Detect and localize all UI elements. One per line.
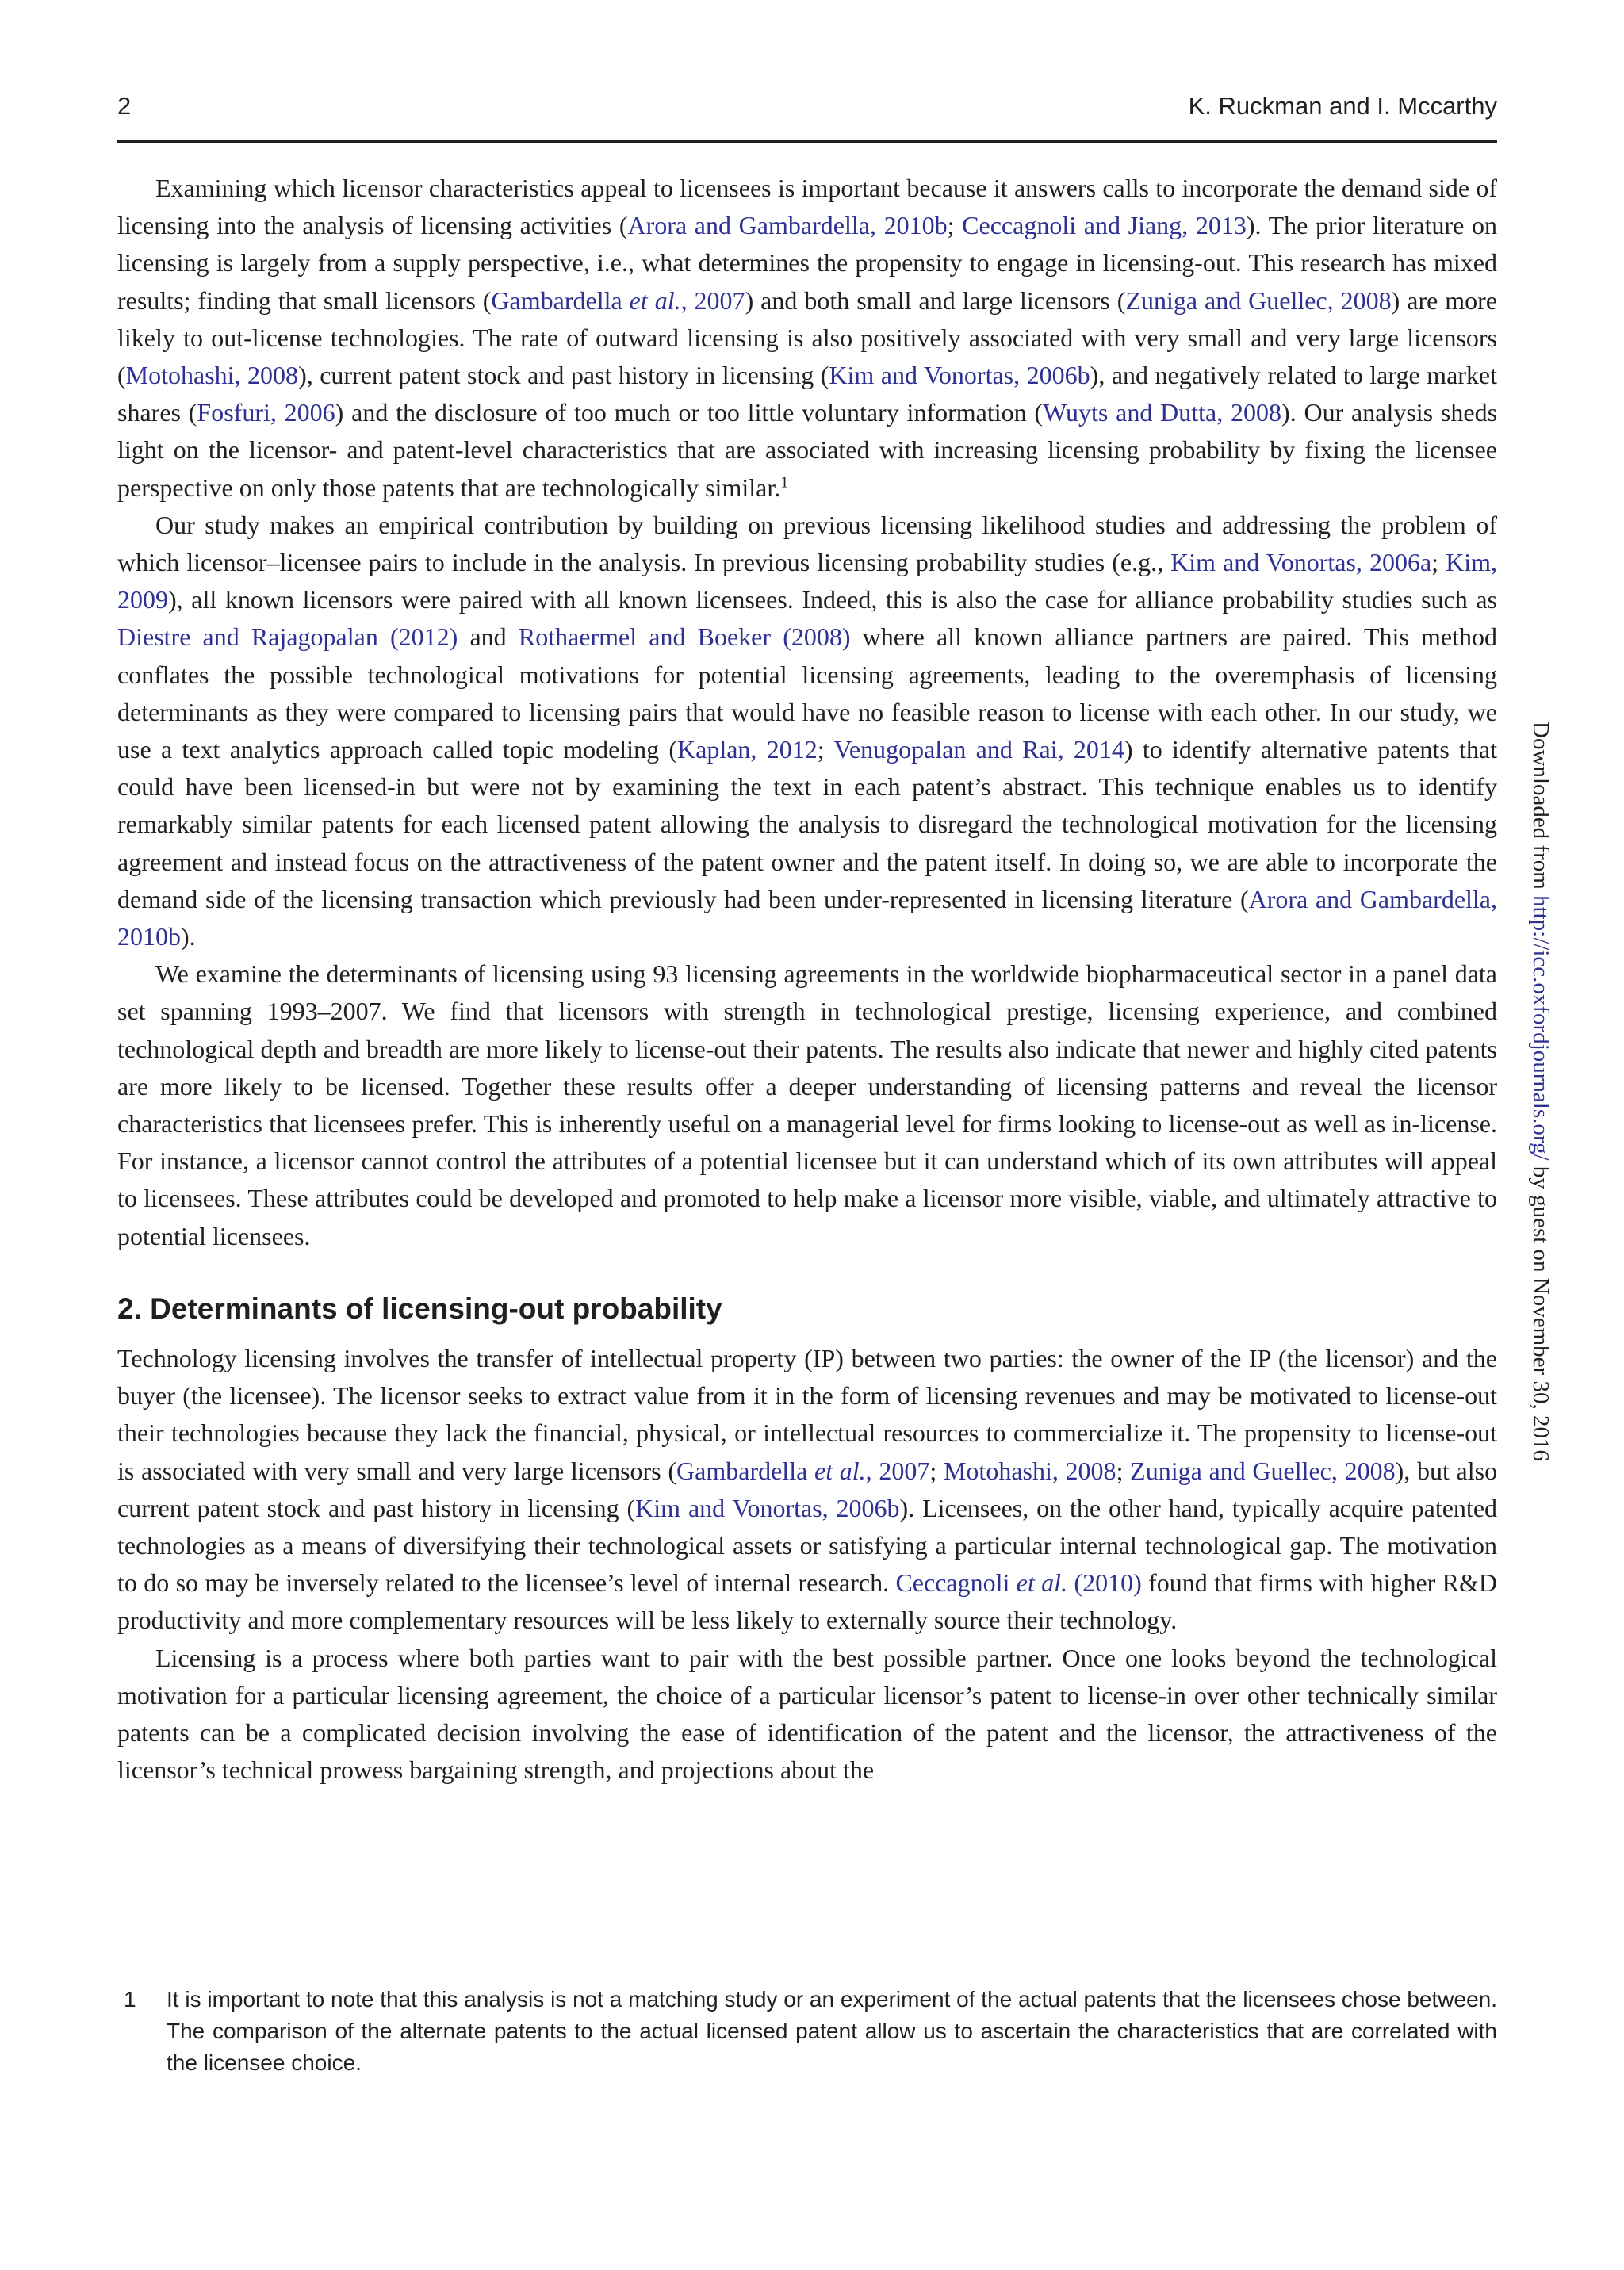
paragraph [117, 170, 1497, 507]
citation-link[interactable]: Zuniga and Guellec, 2008 [1130, 1456, 1396, 1485]
download-watermark [1522, 722, 1557, 1578]
paragraph-text: ; [947, 211, 963, 240]
paragraph-text: ; [817, 735, 834, 764]
citation-link[interactable]: Kim and Vonortas, 2006b [829, 361, 1090, 390]
citation-link[interactable]: Gambardella [491, 285, 630, 315]
citation-link[interactable]: (2010) [1067, 1568, 1142, 1598]
paragraph-text: ) are more likely to out-license technologies. The rate of outward licensing is also positively associated with very small and very large licensors ( [117, 285, 1498, 390]
paragraph-text: ; [929, 1456, 944, 1485]
paragraph-text: ), all known licensors were paired with all known licensees. Indeed, this is also the case for alliance probability studies such as [168, 585, 1497, 614]
section-heading: 2. Determinants of licensing-out probability [117, 1292, 722, 1325]
page-number: 2 [117, 92, 132, 120]
section-paragraphs [117, 1340, 1497, 1789]
footnote-ref[interactable]: 1 [780, 473, 789, 491]
paragraph-text: found that firms with higher R&D productivity and more complementary resources will be less likely to externally source their technology. [117, 1568, 1498, 1635]
intro-paragraphs [117, 170, 1497, 1255]
paragraph [117, 507, 1497, 955]
citation-link[interactable]: Arora and Gambardella, 2010b [627, 211, 948, 240]
citation-link[interactable]: Fosfuri, 2006 [197, 398, 335, 427]
watermark-prefix: Downloaded from [1528, 722, 1553, 896]
citation-link[interactable]: Arora and Gambardella, 2010b [117, 884, 1498, 951]
footnote-text: It is important to note that this analysis is not a matching study or an experiment of the actual patents that the licensees chose between. The comparison of the alternate patents to the actual licensed patent allow us to ascertain the characteristics that are correlated with the licensee choice. [167, 1987, 1497, 2075]
paragraph-text: ) and the disclosure of too much or too little voluntary information ( [335, 398, 1044, 427]
paragraph-text: We examine the determinants of licensing using 93 licensing agreements in the worldwide biopharmaceutical sector in a panel data set spanning 1993–2007. We find that licensors with strength in technological prestige, licensing experience, and combined technological depth and breadth are more likely to license-out their patents. The results also indicate that newer and highly cited patents are more likely to be licensed. Together these results offer a deeper understanding of licensing patterns and reveal the licensor characteristics that licensees prefer. This is inherently useful on a managerial level for firms looking to license-out as well as in-license. For instance, a licensor cannot control the attributes of a potential licensee but it can understand which of its own attributes will appeal to licensees. These attributes could be developed and promoted to help make a licensor more visible, viable, and ultimately attractive to potential licensees. [117, 959, 1497, 1250]
paragraph-text: Our study makes an empirical contribution by building on previous licensing likelihood studies and addressing the problem of which licensor–licensee pairs to include in the analysis. In previous licensing probability studies (e.g., [117, 510, 1497, 577]
citation-link[interactable]: Motohashi, 2008 [125, 361, 299, 390]
paragraph-text: ). Licensees, on the other hand, typically acquire patented technologies as a means of diversifying their technological assets or satisfying a particular internal technological gap. The motivation to do so may be inversely related to the licensee’s level of internal research. [117, 1493, 1498, 1598]
citation-link[interactable]: et al. [629, 285, 681, 315]
paragraph [117, 1640, 1497, 1790]
citation-link[interactable]: Gambardella [676, 1456, 814, 1485]
citation-link[interactable]: Venugopalan and Rai, 2014 [833, 735, 1124, 764]
watermark-suffix: by guest on November 30, 2016 [1528, 1160, 1553, 1461]
citation-link[interactable]: Ceccagnoli and Jiang, 2013 [962, 211, 1247, 240]
journal-link[interactable]: http://icc.oxfordjournals.org/ [1528, 895, 1553, 1161]
footnote [117, 1984, 1497, 2079]
paragraph-text: ), and negatively related to large market shares ( [117, 361, 1498, 427]
paragraph-text: ) and both small and large licensors ( [745, 285, 1126, 315]
citation-link[interactable]: et al. [1016, 1568, 1068, 1598]
paragraph-text: ; [1116, 1456, 1131, 1485]
paragraph-text: ). The prior literature on licensing is largely from a supply perspective, i.e., what determines the propensity to engage in licensing-out. This research has mixed results; finding that small licensors ( [117, 211, 1498, 315]
paragraph-text: ), but also current patent stock and past history in licensing ( [117, 1456, 1498, 1522]
citation-link[interactable]: , 2007 [865, 1456, 930, 1485]
citation-link[interactable]: Zuniga and Guellec, 2008 [1125, 285, 1392, 315]
paragraph-text: where all known alliance partners are paired. This method conflates the possible technological motivations for potential licensing agreements, leading to the overemphasis of licensing determinants as they were compared to licensing pairs that would have no feasible reason to license with each other. In our study, we use a text analytics approach called topic modeling ( [117, 622, 1498, 764]
citation-link[interactable]: Kim, 2009 [117, 548, 1497, 614]
citation-link[interactable]: Kim and Vonortas, 2006a [1170, 548, 1432, 577]
paragraph-text: ; [1431, 548, 1446, 577]
citation-link[interactable]: Kim and Vonortas, 2006b [635, 1493, 900, 1522]
article-body [117, 170, 1497, 1789]
citation-link[interactable]: Ceccagnoli [895, 1568, 1017, 1598]
running-head-authors: K. Ruckman and I. Mccarthy [1188, 92, 1497, 120]
paragraph-text: and [458, 622, 519, 652]
citation-link[interactable]: et al. [814, 1456, 866, 1485]
paragraph-text: ) to identify alternative patents that could have been licensed-in but were not by examining the text in each patent’s abstract. This technique enables us to identify remarkably similar patents for each licensed patent allowing the analysis to disregard the technological motivation for the licensing agreement and instead focus on the attractiveness of the patent owner and the patent itself. In doing so, we are able to incorporate the demand side of the licensing transaction which previously had been under-represented in licensing literature ( [117, 735, 1498, 913]
citation-link[interactable]: Rothaermel and Boeker (2008) [518, 622, 851, 652]
citation-link[interactable]: Wuyts and Dutta, 2008 [1043, 398, 1282, 427]
paragraph-text: Licensing is a process where both parties want to pair with the best possible partner. Once one looks beyond the technological motivation for a particular licensing agreement, the choice of a particular licensor’s patent to license-in over other technically similar patents can be a complicated decision involving the ease of identification of the patent and the licensor, the attractiveness of the licensor’s technical prowess bargaining strength, and projections about the [117, 1643, 1497, 1785]
paragraph [117, 955, 1497, 1255]
paragraph [117, 1340, 1497, 1640]
paragraph-text: ), current patent stock and past history in licensing ( [298, 361, 829, 390]
citation-link[interactable]: Diestre and Rajagopalan (2012) [117, 622, 458, 652]
citation-link[interactable]: , 2007 [680, 285, 745, 315]
citation-link[interactable]: Kaplan, 2012 [677, 735, 818, 764]
paragraph-text: Technology licensing involves the transfer of intellectual property (IP) between two parties: the owner of the IP (the licensor) and the buyer (the licensee). The licensor seeks to extract value from it in the form of licensing revenues and may be motivated to license-out their technologies because they lack the financial, physical, or intellectual resources to commercialize it. The propensity to license-out is associated with very small and very large licensors ( [117, 1343, 1497, 1485]
footnote-number: 1 [124, 1987, 136, 2012]
running-header [117, 92, 1497, 143]
paragraph-text: Examining which licensor characteristics appeal to licensees is important because it answers calls to incorporate the demand side of licensing into the analysis of licensing activities ( [117, 174, 1497, 240]
paragraph-text: ). Our analysis sheds light on the licensor- and patent-level characteristics that are associated with increasing licensing probability by fixing the licensee perspective on only those patents that are technologically similar. [117, 398, 1498, 502]
citation-link[interactable]: Motohashi, 2008 [943, 1456, 1116, 1485]
paragraph-text: ). [181, 922, 196, 951]
